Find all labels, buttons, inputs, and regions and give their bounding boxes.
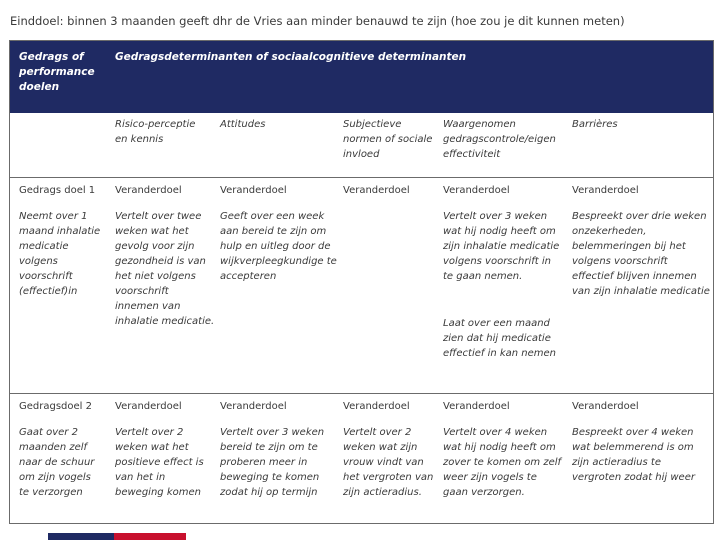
row2-cell-norms: Vertelt over 2 weken wat zijn vrouw vindt van het vergroten van zijn actieradius. [343, 427, 434, 498]
row2-goal: Gaat over 2 maanden zelf naar de schuur om zijn vogels te verzorgen [19, 427, 95, 498]
row2-type-risk: Veranderdoel [115, 401, 182, 412]
row1-cell-barriers: Bespreekt over drie weken onzekerheden, belemmeringen bij het volgens voorschrift effectief blijven innemen van zijn inhalatie medicatie [572, 211, 710, 297]
row2-cell-barriers: Bespreekt over 4 weken wat belemmerend is om zijn actieradius te vergroten zodat hij weer [572, 427, 695, 483]
header-goals: Gedrags of performance doelen [19, 51, 95, 93]
row-divider [10, 393, 713, 394]
row1-type-norms: Veranderdoel [343, 185, 410, 196]
row2-cell-risk: Vertelt over 2 weken wat het positieve effect is van het in beweging komen [115, 427, 204, 498]
row2-cell-attitudes: Vertelt over 3 weken bereid te zijn om te proberen meer in beweging te komen zodat hij op termijn [220, 427, 325, 498]
row1-cell-control-extra: Laat over een maand zien dat hij medicatie effectief in kan nemen [443, 318, 557, 359]
row1-type-attitudes: Veranderdoel [220, 185, 287, 196]
row-divider [10, 177, 713, 178]
row2-type-norms: Veranderdoel [343, 401, 410, 412]
row1-type-barriers: Veranderdoel [572, 185, 639, 196]
table-header [10, 41, 713, 113]
row2-cell-control: Vertelt over 4 weken wat hij nodig heeft om zover te komen om zelf weer zijn vogels te gaan verzorgen. [443, 427, 562, 498]
subheader-risk: Risico-perceptie en kennis [115, 119, 196, 145]
row2-label: Gedragsdoel 2 [19, 401, 92, 412]
row1-cell-control: Vertelt over 3 weken wat hij nodig heeft om zijn inhalatie medicatie volgens voorschrift in te gaan nemen. [443, 211, 560, 282]
page-title: Einddoel: binnen 3 maanden geeft dhr de Vries aan minder benauwd te zijn (hoe zou je dit kunnen meten) [10, 14, 625, 28]
row1-goal: Neemt over 1 maand inhalatie medicatie volgens voorschrift (effectief)in [19, 211, 101, 297]
row1-label: Gedrags doel 1 [19, 185, 96, 196]
determinants-table [9, 40, 714, 524]
row1-type-risk: Veranderdoel [115, 185, 182, 196]
subheader-norms: Subjectieve normen of sociale invloed [343, 119, 433, 160]
row1-type-control: Veranderdoel [443, 185, 510, 196]
row1-cell-risk: Vertelt over twee weken wat het gevolg voor zijn gezondheid is van het niet volgens voorschrift innemen van inhalatie medicatie. [115, 211, 215, 327]
subheader-control: Waargenomen gedragscontrole/eigen effectiviteit [443, 119, 556, 160]
footer-bar-red [114, 533, 186, 540]
footer-bar-blue [48, 533, 114, 540]
subheader-attitudes: Attitudes [220, 119, 266, 130]
row2-type-attitudes: Veranderdoel [220, 401, 287, 412]
row2-type-barriers: Veranderdoel [572, 401, 639, 412]
row1-cell-attitudes: Geeft over een week aan bereid te zijn om hulp en uitleg door de wijkverpleegkundige te accepteren [220, 211, 337, 282]
row2-type-control: Veranderdoel [443, 401, 510, 412]
subheader-barriers: Barrières [572, 119, 618, 130]
header-determinants: Gedragsdeterminanten of sociaalcognitieve determinanten [115, 51, 467, 63]
